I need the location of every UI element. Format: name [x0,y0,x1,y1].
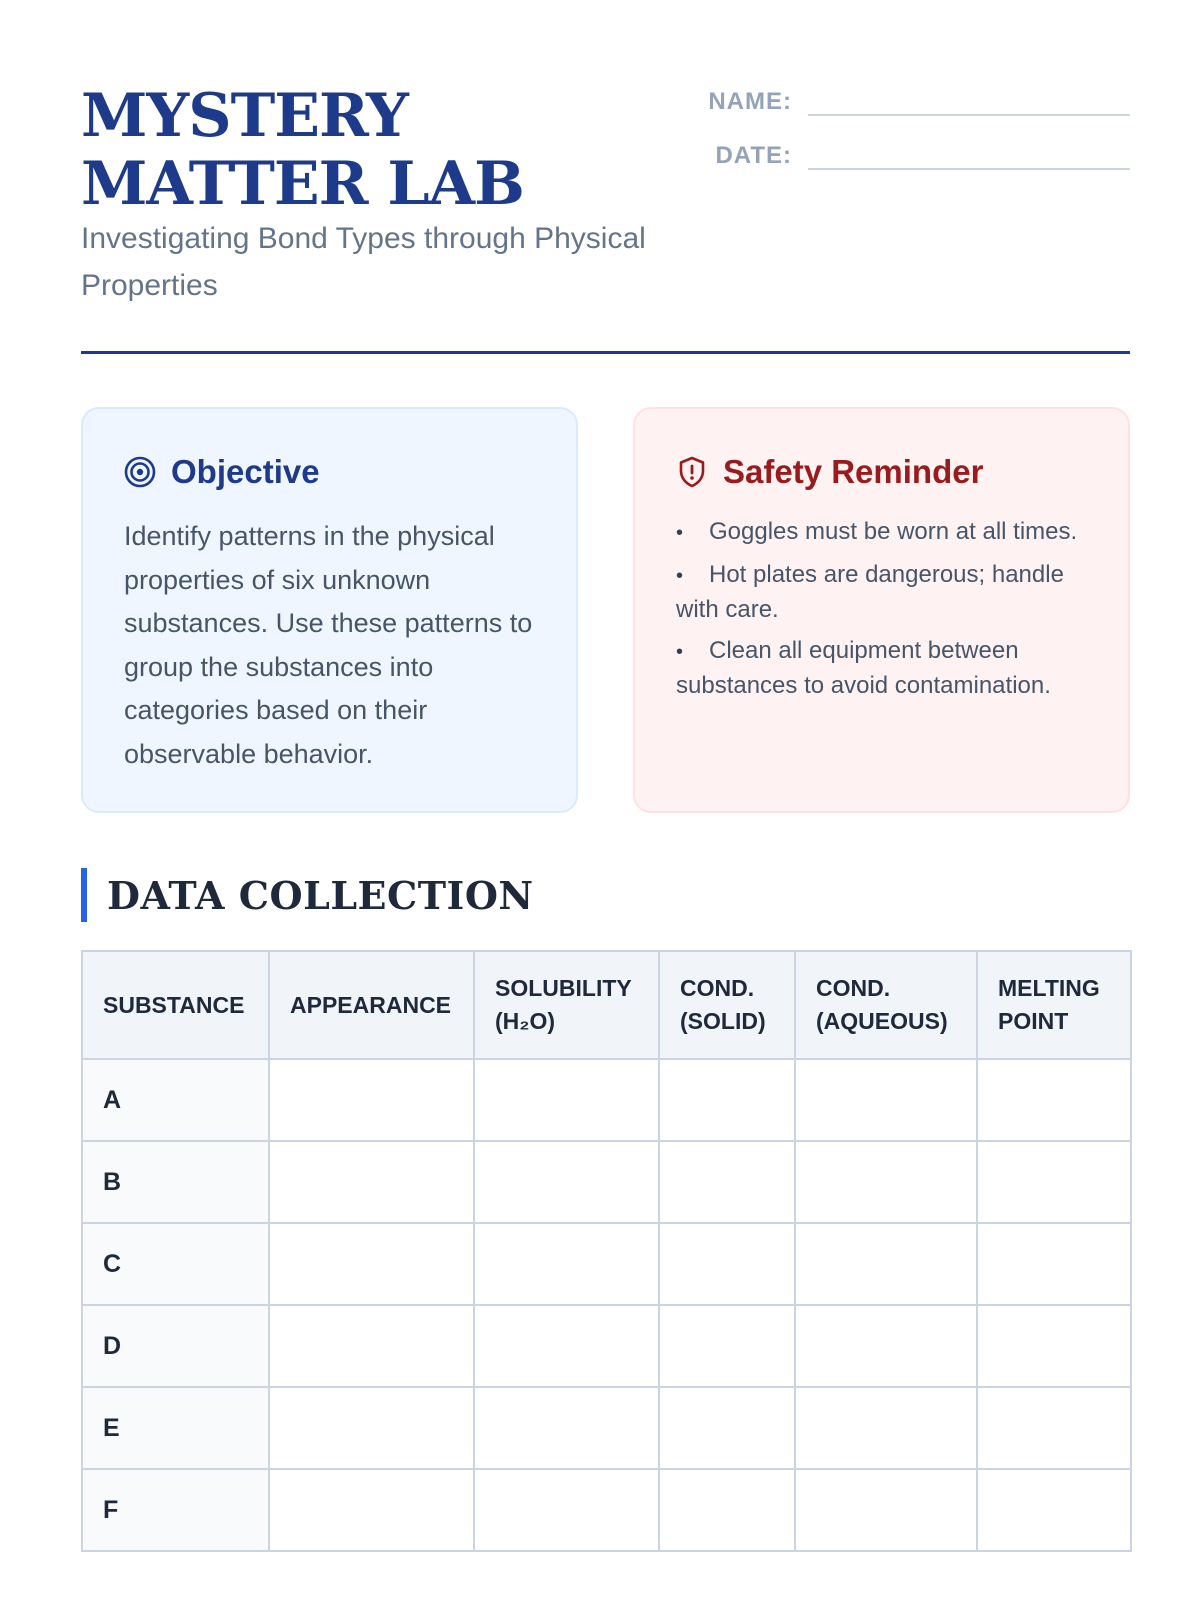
data-cell[interactable] [269,1305,474,1387]
data-cell[interactable] [474,1223,659,1305]
data-cell[interactable] [474,1059,659,1141]
worksheet-header [81,0,1130,354]
data-cell[interactable] [659,1059,795,1141]
safety-card [633,407,1130,813]
column-header-solubility: SOLUBILITY (H₂O) [474,951,659,1059]
safety-title: Safety Reminder [723,453,984,490]
table-header-row [82,951,1131,1059]
section-title: DATA COLLECTION [107,872,534,918]
substance-label: F [82,1469,269,1551]
data-cell[interactable] [659,1223,795,1305]
data-cell[interactable] [977,1223,1131,1305]
safety-item-text: Clean all equipment between substances to avoid contamination. [676,637,1051,699]
info-cards [81,407,1130,813]
data-cell[interactable] [474,1305,659,1387]
section-accent-bar [81,868,87,922]
target-icon [123,455,157,489]
table-row [82,1059,1131,1141]
data-cell[interactable] [659,1469,795,1551]
column-header-substance: SUBSTANCE [82,951,269,1059]
data-cell[interactable] [474,1387,659,1469]
data-cell[interactable] [977,1059,1131,1141]
table-row [82,1469,1131,1551]
date-label: DATE: [715,142,792,169]
date-blank-line[interactable] [808,138,1130,170]
data-cell[interactable] [659,1387,795,1469]
name-field [692,84,1130,116]
column-header-melting-point: MELTING POINT [977,951,1131,1059]
page-subtitle: Investigating Bond Types through Physical Properties [81,222,646,302]
data-cell[interactable] [795,1469,977,1551]
list-item [676,515,1096,550]
data-cell[interactable] [659,1141,795,1223]
shield-alert-icon [675,455,709,489]
list-item [676,634,1096,702]
safety-list [676,515,1096,710]
data-cell[interactable] [977,1387,1131,1469]
worksheet-page [81,0,1130,1524]
substance-label: A [82,1059,269,1141]
data-cell[interactable] [474,1141,659,1223]
substance-label: E [82,1387,269,1469]
data-cell[interactable] [269,1223,474,1305]
data-cell[interactable] [659,1305,795,1387]
data-cell[interactable] [795,1223,977,1305]
table-row [82,1387,1131,1469]
data-cell[interactable] [795,1141,977,1223]
name-label: NAME: [708,88,792,115]
data-cell[interactable] [795,1387,977,1469]
table-row [82,1141,1131,1223]
data-cell[interactable] [795,1305,977,1387]
list-item [676,558,1096,626]
name-blank-line[interactable] [808,84,1130,116]
column-header-appearance: APPEARANCE [269,951,474,1059]
table-row [82,1223,1131,1305]
data-cell[interactable] [269,1469,474,1551]
objective-card [81,407,578,813]
data-cell[interactable] [474,1469,659,1551]
safety-heading [675,453,983,491]
data-cell[interactable] [977,1469,1131,1551]
data-collection-heading [81,868,534,922]
safety-item-text: Goggles must be worn at all times. [709,518,1078,545]
data-cell[interactable] [269,1059,474,1141]
page-title: MYSTERY MATTER LAB [81,81,524,219]
substance-label: B [82,1141,269,1223]
column-header-cond-solid: COND. (SOLID) [659,951,795,1059]
data-cell[interactable] [269,1387,474,1469]
objective-heading [123,453,320,491]
table-row [82,1305,1131,1387]
bullet-icon: • [676,565,684,587]
data-collection-table [81,950,1132,1552]
date-field [692,138,1130,170]
safety-item-text: Hot plates are dangerous; handle with care. [676,561,1064,623]
bullet-icon: • [676,522,684,544]
objective-title: Objective [171,453,320,490]
data-cell[interactable] [795,1059,977,1141]
objective-text: Identify patterns in the physical properties of six unknown substances. Use these patterns to group the substances into categories based on their observable behavior. [124,521,533,769]
column-header-cond-aqueous: COND. (AQUEOUS) [795,951,977,1059]
data-cell[interactable] [269,1141,474,1223]
data-cell[interactable] [977,1141,1131,1223]
substance-label: D [82,1305,269,1387]
data-cell[interactable] [977,1305,1131,1387]
substance-label: C [82,1223,269,1305]
bullet-icon: • [676,641,684,663]
